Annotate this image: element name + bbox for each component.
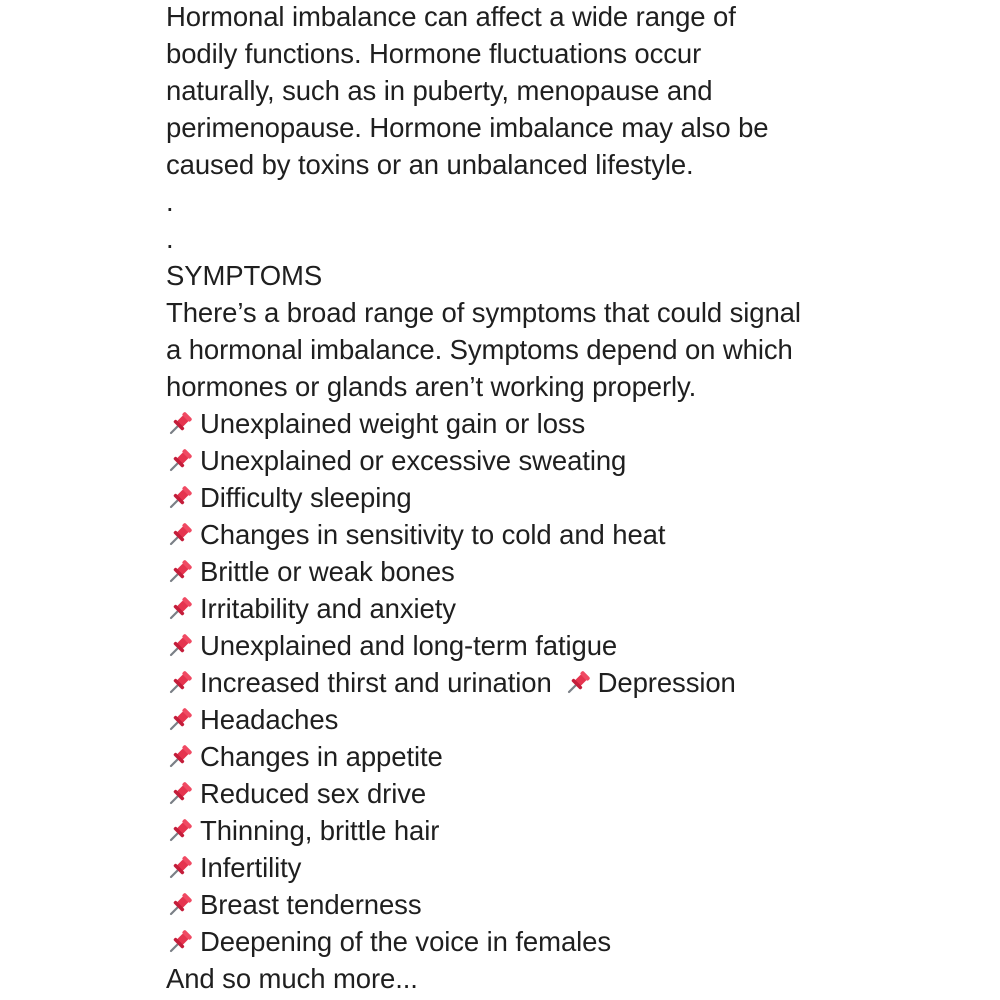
pushpin-icon — [168, 706, 194, 732]
symptom-text: Increased thirst and urination — [200, 667, 552, 698]
symptom-text: Depression — [597, 667, 736, 698]
symptom-text: Unexplained or excessive sweating — [200, 445, 627, 476]
pushpin-icon — [168, 743, 194, 769]
symptom-item — [166, 849, 846, 886]
intro-line: Hormonal imbalance can affect a wide range of — [166, 1, 736, 32]
symptom-list — [166, 405, 846, 960]
symptom-text: Changes in appetite — [200, 741, 443, 772]
pushpin-icon — [168, 447, 194, 473]
post-text — [166, 0, 846, 997]
symptom-item — [166, 812, 846, 849]
symptom-text: Thinning, brittle hair — [200, 815, 440, 846]
intro-line: caused by toxins or an unbalanced lifestyle. — [166, 149, 694, 180]
pushpin-icon — [168, 632, 194, 658]
symptom-text: Headaches — [200, 704, 339, 735]
description-line: There’s a broad range of symptoms that could signal — [166, 297, 801, 328]
closing-line: And so much more... — [166, 963, 418, 994]
pushpin-icon — [168, 928, 194, 954]
symptom-item — [166, 664, 846, 701]
symptom-item — [166, 627, 846, 664]
intro-line: perimenopause. Hormone imbalance may also be — [166, 112, 769, 143]
section-heading: SYMPTOMS — [166, 260, 323, 291]
symptom-item — [166, 590, 846, 627]
symptom-item — [166, 701, 846, 738]
symptom-text: Infertility — [200, 852, 302, 883]
symptom-text: Irritability and anxiety — [200, 593, 456, 624]
pushpin-icon — [168, 521, 194, 547]
symptom-text: Reduced sex drive — [200, 778, 427, 809]
symptom-text: Unexplained and long-term fatigue — [200, 630, 618, 661]
pushpin-icon — [168, 817, 194, 843]
pushpin-icon — [168, 891, 194, 917]
pushpin-icon — [168, 780, 194, 806]
symptom-item — [166, 923, 846, 960]
symptom-item — [166, 479, 846, 516]
pushpin-icon — [168, 484, 194, 510]
symptom-item — [166, 886, 846, 923]
pushpin-icon — [168, 410, 194, 436]
symptom-item — [166, 442, 846, 479]
symptom-text: Changes in sensitivity to cold and heat — [200, 519, 666, 550]
symptom-item — [166, 405, 846, 442]
description-line: a hormonal imbalance. Symptoms depend on which — [166, 334, 793, 365]
separator-dot: . — [166, 223, 174, 254]
pushpin-icon — [168, 669, 194, 695]
pushpin-icon — [168, 854, 194, 880]
intro-line: bodily functions. Hormone fluctuations occur — [166, 38, 702, 69]
intro-line: naturally, such as in puberty, menopause and — [166, 75, 713, 106]
pushpin-icon — [168, 558, 194, 584]
symptom-item — [166, 553, 846, 590]
symptom-text: Unexplained weight gain or loss — [200, 408, 586, 439]
separator-dot: . — [166, 186, 174, 217]
pushpin-icon — [566, 669, 592, 695]
symptom-text: Breast tenderness — [200, 889, 422, 920]
symptom-item — [166, 738, 846, 775]
description-line: hormones or glands aren’t working properly. — [166, 371, 697, 402]
symptom-text: Difficulty sleeping — [200, 482, 412, 513]
symptom-item — [166, 775, 846, 812]
symptom-text: Deepening of the voice in females — [200, 926, 611, 957]
symptom-text: Brittle or weak bones — [200, 556, 455, 587]
pushpin-icon — [168, 595, 194, 621]
symptom-item — [166, 516, 846, 553]
